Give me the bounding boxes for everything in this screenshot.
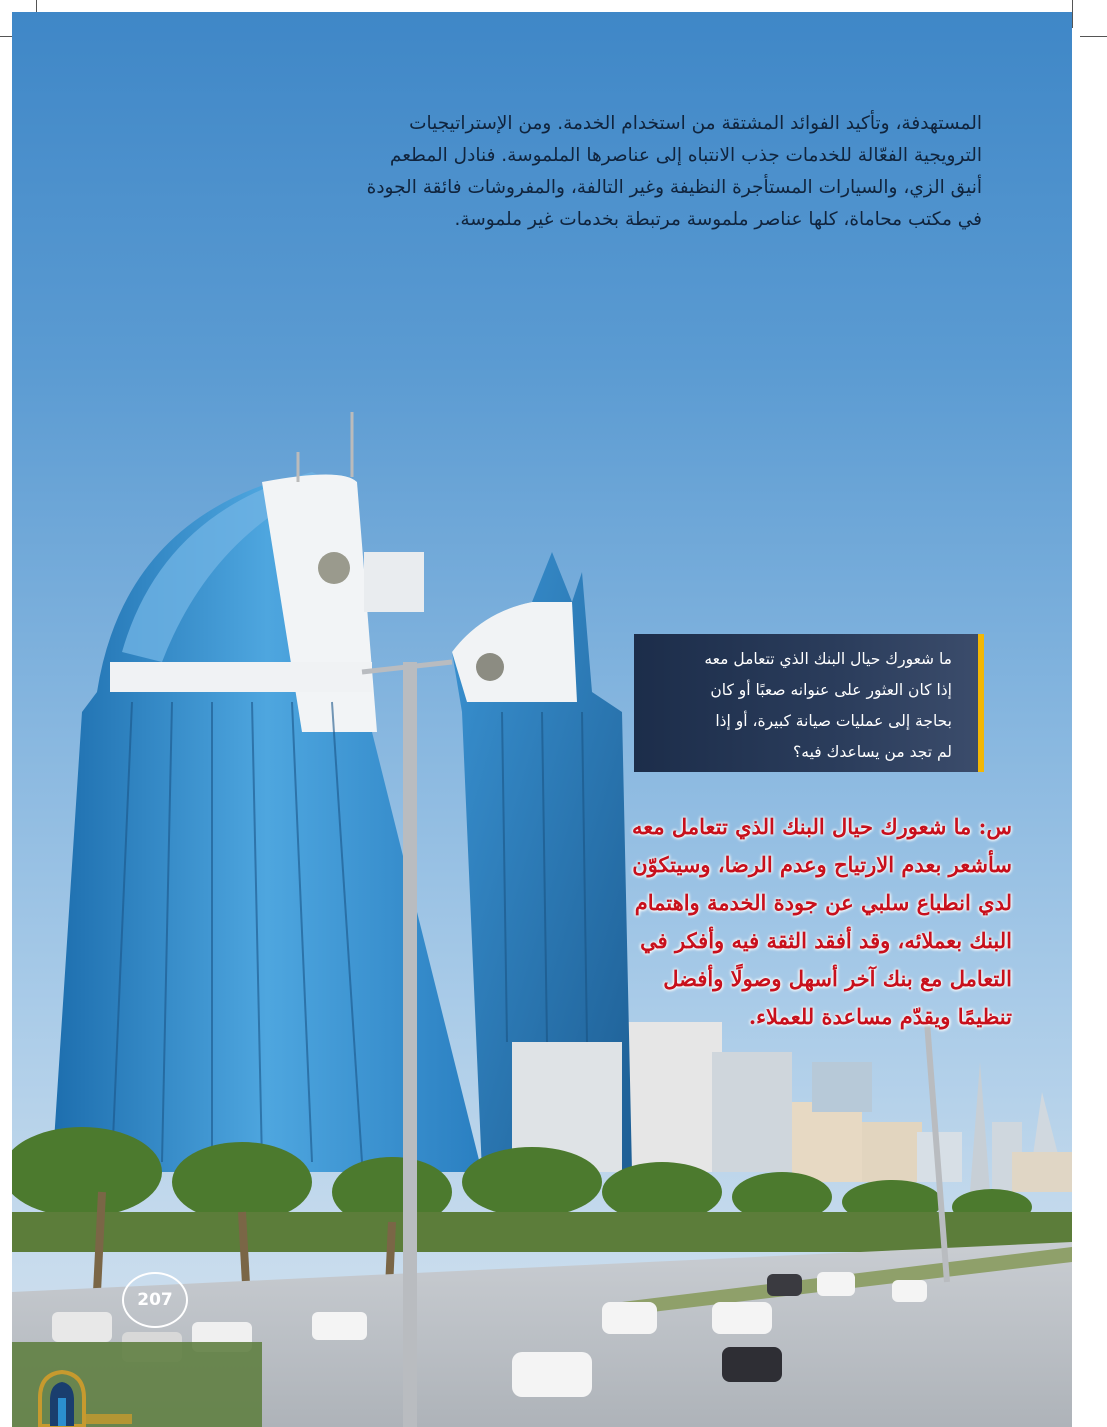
- question-line: ما شعورك حيال البنك الذي تتعامل معه: [704, 650, 952, 668]
- question-line: لم تجد من يساعدك فيه؟: [793, 743, 952, 761]
- question-line: إذا كان العثور على عنوانه صعبًا أو كان: [710, 681, 952, 699]
- body-line: أنيق الزي، والسيارات المستأجرة النظيفة وغير التالفة، والمفروشات فائقة الجودة: [366, 177, 982, 198]
- question-line: بحاجة إلى عمليات صيانة كبيرة، أو إذا: [715, 712, 952, 730]
- answer-line: التعامل مع بنك آخر أسهل وصولًا وأفضل: [663, 966, 1012, 991]
- body-line: في مكتب محاماة، كلها عناصر ملموسة مرتبطة بخدمات غير ملموسة.: [454, 209, 982, 230]
- answer-line: س: ما شعورك حيال البنك الذي تتعامل معه: [631, 814, 1012, 839]
- answer-line: البنك بعملائه، وقد أفقد الثقة فيه وأفكر في: [640, 928, 1012, 953]
- question-box: [634, 634, 984, 772]
- answer-line: تنظيمًا ويقدّم مساعدة للعملاء.: [748, 1004, 1012, 1029]
- watermark-logo-icon: [32, 1368, 136, 1427]
- mid-building: [364, 552, 424, 612]
- body-paragraph: [342, 108, 982, 236]
- left-tower: [52, 412, 482, 1172]
- body-line: المستهدفة، وتأكيد الفوائد المشتقة من استخدام الخدمة. ومن الإستراتيجيات: [409, 113, 982, 134]
- right-tower: [452, 552, 632, 1172]
- answer-line: سأشعر بعدم الارتياح وعدم الرضا، وسيتكوّن: [632, 852, 1012, 877]
- answer-text: [632, 808, 1012, 1036]
- textbook-page: [12, 12, 1072, 1427]
- crop-mark-top-right-v: [1072, 0, 1073, 28]
- body-line: الترويجية الفعّالة للخدمات جذب الانتباه إلى عناصرها الملموسة. فنادل المطعم: [389, 145, 982, 166]
- crop-mark-top-right: [1080, 36, 1107, 37]
- answer-line: لدي انطباع سلبي عن جودة الخدمة واهتمام: [634, 890, 1012, 915]
- page-number: 207: [122, 1272, 188, 1328]
